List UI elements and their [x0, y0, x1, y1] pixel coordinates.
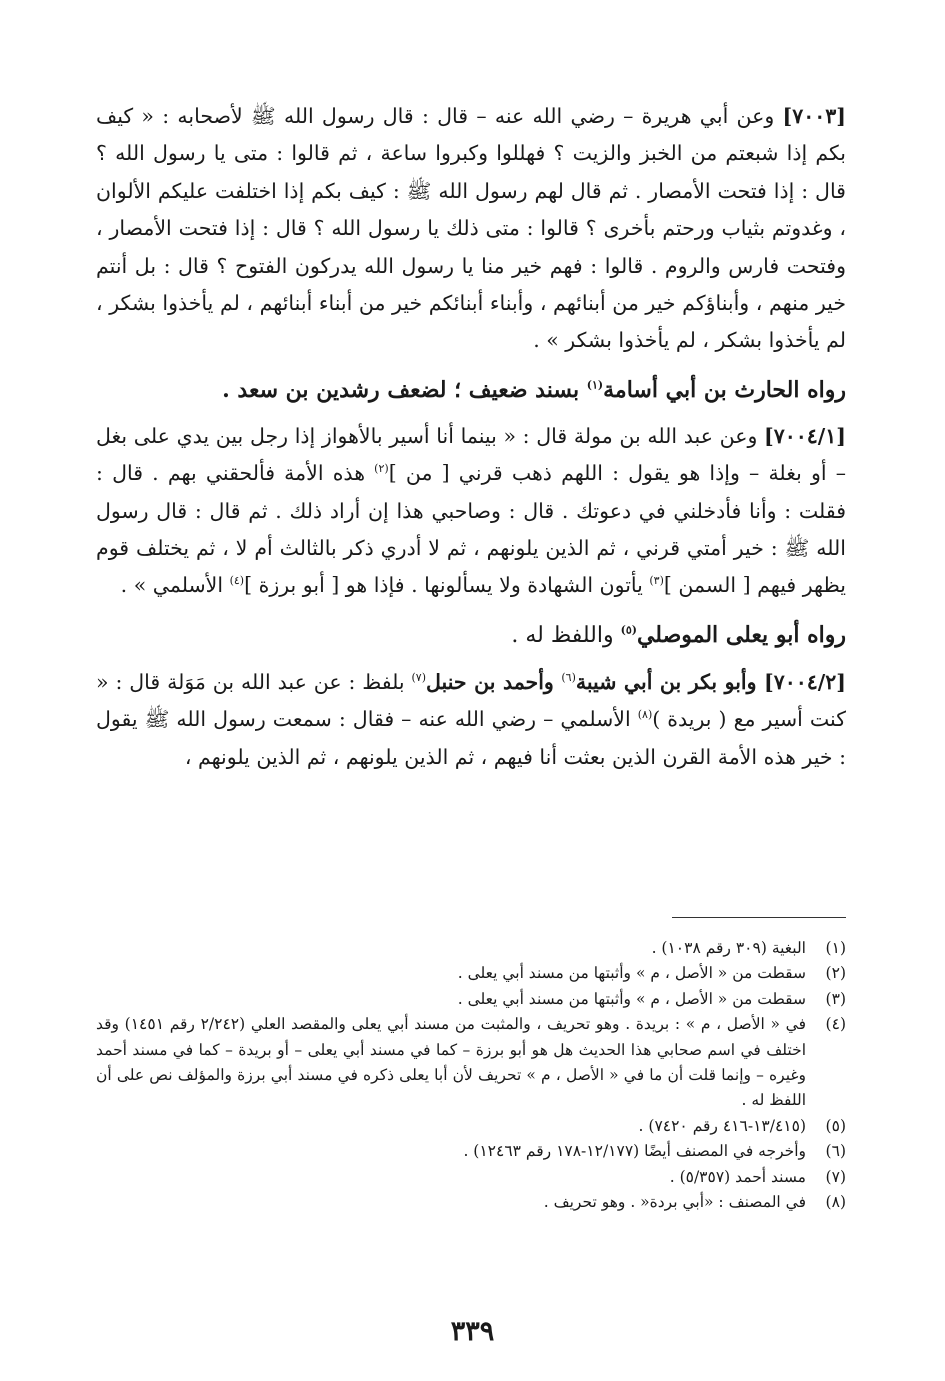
footnote-item — [96, 987, 846, 1012]
footnote-item — [96, 1190, 846, 1215]
hadith-text: يأتون الشهادة ولا يسألونها . فإذا هو [ أبو برزة ] — [244, 573, 650, 598]
footnote-ref[interactable]: (٣) — [649, 574, 664, 588]
footnote-item — [96, 1012, 846, 1114]
source-line-7004-1 — [96, 615, 846, 656]
footnote-text: (١٣/٤١٥-٤١٦ رقم ٧٤٢٠) . — [638, 1116, 806, 1135]
footnote-text: البغية (٣٠٩ رقم ١٠٣٨) . — [651, 939, 806, 957]
footnote-text: وأخرجه في المصنف أيضًا (١٢/١٧٧-١٧٨ رقم ١٢٤٦٣) . — [463, 1142, 806, 1161]
footnote-text: في المصنف : «أبي بردة« . وهو تحريف . — [543, 1193, 806, 1212]
footnote-text: مسند أحمد (٥/٣٥٧) . — [669, 1167, 806, 1186]
footnote-ref[interactable]: (٢) — [374, 462, 389, 476]
narrator: وأحمد بن حنبل — [426, 669, 562, 694]
source-text-tail: بسند ضعيف ؛ لضعف رشدين بن سعد . — [222, 376, 587, 403]
source-text-tail: واللفظ له . — [511, 622, 621, 648]
hadith-7003 — [96, 98, 846, 360]
footnote-ref[interactable]: (٧) — [411, 671, 427, 685]
footnote-number: (١) — [825, 939, 846, 957]
footnote-item — [96, 1139, 846, 1164]
footnote-number: (٦) — [825, 1142, 846, 1161]
hadith-number: [٧٠٠٣] — [782, 104, 846, 128]
footnote-number: (٨) — [825, 1193, 846, 1212]
footnote-number: (٥) — [825, 1116, 846, 1135]
narrator: وأبو بكر بن أبي شيبة — [575, 669, 765, 694]
hadith-text: بلفظ : عن عبد الله بن مَوَلة قال : « كنت أسير مع ( بريدة ) — [96, 669, 846, 732]
footnote-number: (٧) — [825, 1167, 846, 1186]
footnote-ref[interactable]: (١) — [586, 378, 604, 392]
footnote-ref[interactable]: (٤) — [229, 574, 245, 588]
footnote-item — [96, 1165, 846, 1190]
source-line-7003 — [96, 370, 846, 410]
footnote-ref[interactable]: (٥) — [620, 623, 637, 637]
footnote-number: (٢) — [825, 964, 846, 983]
footnote-text: سقطت من « الأصل ، م » وأثبتها من مسند أبي يعلى . — [457, 989, 806, 1008]
hadith-7004-1 — [96, 418, 846, 605]
footnote-item — [96, 1114, 846, 1139]
footnote-item — [96, 936, 846, 961]
footnote-divider — [672, 917, 846, 918]
hadith-number: [٧٠٠٤/٢] — [764, 669, 846, 694]
footnotes — [96, 936, 846, 1215]
footnote-ref[interactable]: (٨) — [637, 708, 653, 722]
hadith-7004-2 — [96, 664, 846, 776]
footnote-text: في « الأصل ، م » : بريدة . وهو تحريف ، والمثبت من مسند أبي يعلى والمقصد العلي (٢/٢٤٢ رقم ١٤٥١) وقد اختلف في اسم صحابي هذا الحديث هل هو أبو برزة – كما في مسند أبي يعلى – أو بريدة – كما في مسند أحمد وغيره – وإنما قلت أن ما في « الأصل ، م » تحريف لأن أبا يعلى ذكره في مسند أبي برزة والمؤلف نص على أن اللفظ له . — [96, 1015, 806, 1110]
page-number: ٣٣٩ — [450, 1316, 495, 1347]
footnote-number: (٤) — [825, 1015, 846, 1034]
hadith-text: الأسلمي – رضي الله عنه – فقال : سمعت رسول الله ﷺ يقول : خير هذه الأمة القرن الذين بعثت أنا فيهم ، ثم الذين يلونهم ، ثم الذين يلونهم ، — [96, 707, 846, 769]
hadith-text: الأسلمي » . — [120, 573, 230, 598]
source-text: رواه الحارث بن أبي أسامة — [603, 376, 846, 403]
hadith-number: [٧٠٠٤/١] — [764, 423, 846, 448]
footnote-ref[interactable]: (٦) — [561, 671, 576, 685]
footnote-item — [96, 961, 846, 986]
source-text: رواه أبو يعلى الموصلي — [636, 621, 846, 648]
footnote-text: سقطت من « الأصل ، م » وأثبتها من مسند أبي يعلى . — [457, 964, 806, 983]
footnote-number: (٣) — [825, 989, 846, 1008]
hadith-text: وعن عبد الله بن مولة قال : « بينما أنا أسير بالأهواز إذا رجل بين يدي على بغل – أو بغلة – وإذا هو يقول : اللهم ذهب قرني [ من ] — [96, 423, 846, 486]
main-text — [96, 98, 846, 786]
hadith-text: وعن أبي هريرة – رضي الله عنه – قال : قال رسول الله ﷺ لأصحابه : « كيف بكم إذا شبعتم من الخبز والزيت ؟ فهللوا وكبروا ساعة ، ثم قالوا : متى يا رسول الله ؟ قال : إذا فتحت الأمصار . ثم قال لهم رسول الله ﷺ : كيف بكم إذا اختلفت عليكم الألوان ، وغدوتم بثياب ورحتم بأخرى ؟ قالوا : متى ذلك يا رسول الله ؟ قال : إذا فتحت الأمصار ، وفتحت فارس والروم . قالوا : فهم خير منا يا رسول الله يدركون الفتوح ؟ قال : بل أنتم خير منهم ، وأبناؤكم خير من أبنائهم ، وأبناء أبنائكم خير من أبناء أبنائهم ، لم يأخذوا بشكر ، لم يأخذوا بشكر ، لم يأخذوا بشكر » . — [96, 104, 846, 353]
hadith-text: هذه الأمة فألحقني بهم . قال : فقلت : وأنا فأدخلني في دعوتك . قال : وصاحبي هذا إن أراد ذلك . ثم قال : قال رسول الله ﷺ : خير أمتي قرني ، ثم الذين يلونهم ، ثم لا أدري ذكر بالثالث أم لا ، ثم يختلف قوم يظهر فيهم [ السمن ] — [96, 461, 846, 598]
